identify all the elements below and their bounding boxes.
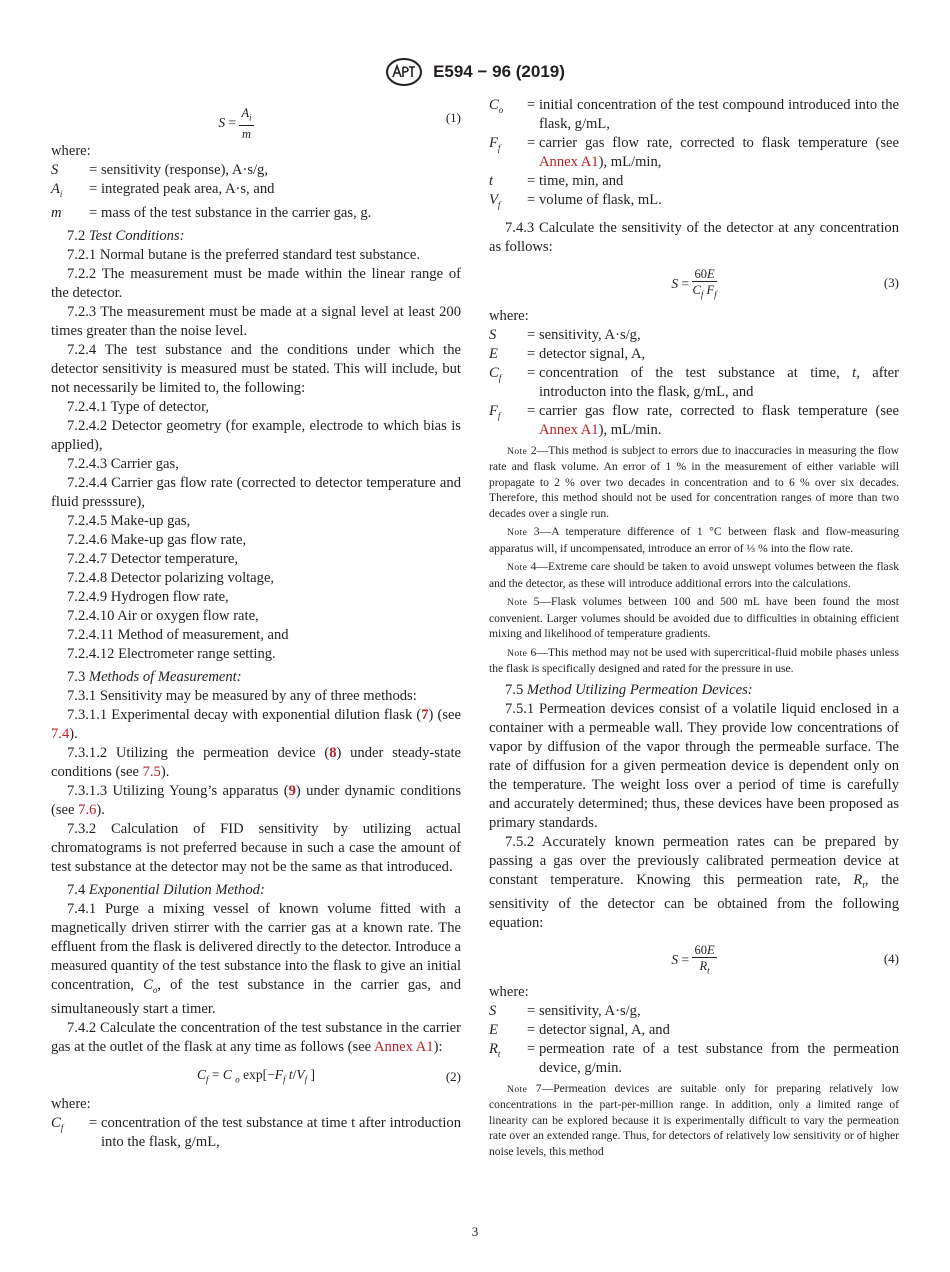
section-7-5-heading: 7.5 Method Utilizing Permeation Devices: <box>505 681 753 698</box>
para-7-3-1-2: 7.3.1.2 Utilizing the permeation device (8) under steady-state conditions (see 7.5). <box>51 744 462 780</box>
where-label: where: <box>489 983 529 1000</box>
para-7-2-1: 7.2.1 Normal butane is the preferred standard test substance. <box>67 246 420 263</box>
section-7-4-heading: 7.4 Exponential Dilution Method: <box>67 881 265 898</box>
page-number: 3 <box>471 1224 479 1239</box>
section-7-2-heading: 7.2 Test Conditions: <box>67 227 185 244</box>
list-item: 7.2.4.8 Detector polarizing voltage, <box>67 569 275 586</box>
para-7-4-1: 7.4.1 Purge a mixing vessel of known volume fitted with a magnetically driven stirrer with the carrier gas at a known rate. The effluent from the flask is delivered directly to the detector. Introduce a measured quantity of the test substance into the flask to give an initial concentration, $C_o$, of the test substance in the carrier gas, and simultaneously start a timer. <box>51 900 461 1017</box>
note-5: Note 5—Flask volumes between 100 and 500 mL have been found the most convenient. Larger volumes should be avoided due to difficulties in obtaining efficient mixing and likelihood of temperature gradients. <box>489 595 899 641</box>
list-item: 7.2.4.3 Carrier gas, <box>67 455 179 472</box>
list-item: 7.2.4.2 Detector geometry (for example, electrode to which bias is applied), <box>51 417 461 453</box>
para-7-2-3: 7.2.3 The measurement must be made at a signal level at least 200 times greater than the noise level. <box>51 303 461 339</box>
equation-1: S = $\frac{A_i}{m}$ (1) <box>218 106 461 141</box>
para-7-2-4: 7.2.4 The test substance and the conditions under which the detector sensitivity is measured must be stated. This will include, but not necessarily be limited to, the following: <box>51 341 461 396</box>
note-6: Note 6—This method may not be used with supercritical-fluid mobile phases unless the flask is specifically designed and rated for the pressure in use. <box>489 645 899 676</box>
list-item: 7.2.4.5 Make-up gas, <box>67 512 191 529</box>
link-annex-a1[interactable]: Annex A1 <box>539 154 599 170</box>
ref-8[interactable]: 8 <box>329 744 337 761</box>
list-item: 7.2.4.1 Type of detector, <box>67 398 209 415</box>
note-3: Note 3—A temperature difference of 1 °C between flask and flow-measuring apparatus will, if uncompensated, introduce an error of ⅓ % into the flow rate. <box>489 525 899 555</box>
para-7-3-1: 7.3.1 Sensitivity may be measured by any of three methods: <box>67 687 417 704</box>
where-label: where: <box>51 1095 91 1112</box>
link-7-4[interactable]: 7.4 <box>51 725 70 742</box>
para-7-4-2: 7.4.2 Calculate the concentration of the test substance in the carrier gas at the outlet of the flask at any time as follows (see Annex A1): <box>51 1019 461 1055</box>
link-annex-a1[interactable]: Annex A1 <box>374 1038 434 1055</box>
para-7-3-1-3: 7.3.1.3 Utilizing Young’s apparatus (9) under dynamic conditions (see 7.6). <box>51 782 462 818</box>
section-7-3-heading: 7.3 Methods of Measurement: <box>67 668 242 685</box>
where-label: where: <box>489 307 529 324</box>
note-4: Note 4—Extreme care should be taken to avoid unswept volumes between the flask and the detector, as these will introduce additional errors into the calculations. <box>489 560 899 590</box>
definitions-2: $C_f$ = concentration of the test substance at time t after introduction into the flask, g/mL, <box>51 1114 461 1150</box>
equation-3: S = $\frac{60E}{C_f F_f}$ (3) <box>671 266 899 300</box>
list-item: 7.2.4.10 Air or oxygen flow rate, <box>67 607 259 624</box>
link-annex-a1[interactable]: Annex A1 <box>539 421 599 438</box>
list-item: 7.2.4.7 Detector temperature, <box>67 550 238 567</box>
left-column <box>51 96 461 1152</box>
note-2: Note 2—This method is subject to errors due to inaccuracies in measuring the flow rate and flask volume. An error of 1 % in the measurement of either variable will propagate to 2 % over two decades in concentration and to 6 % over six decades. Therefore, this method should not be used for concentration ranges of more than two decades over a single run. <box>489 443 899 520</box>
para-7-4-3: 7.4.3 Calculate the sensitivity of the detector at any concentration as follows: <box>489 219 899 255</box>
para-7-3-1-1: 7.3.1.1 Experimental decay with exponential dilution flask (7) (see 7.4). <box>51 706 461 742</box>
link-7-6[interactable]: 7.6 <box>78 801 97 818</box>
where-label: where: <box>51 143 91 159</box>
definitions-top: $C_o$ = initial concentration of the test compound introduced into the flask, g/mL, $F_f$ = carrier gas flow rate, corrected to flask temperature (see Annex A1), mL/min, t = time, min, and $V_f$ = volume of flask, mL. <box>489 97 899 210</box>
list-item: 7.2.4.12 Electrometer range setting. <box>67 645 276 662</box>
definitions-4: S = sensitivity, A·s/g, E = detector signal, A, and $R_t$ = permeation rate of a test substance from the permeation device, g/min. <box>489 1002 899 1076</box>
para-7-5-2: 7.5.2 Accurately known permeation rates can be prepared by passing a gas over the previously calibrated permeation device at constant temperature. Knowing this permeation rate, $R_t$, the sensitivity of the detector can be obtained from the following equation: <box>489 833 899 931</box>
equation-4: S = $\frac{60E}{R_t}$ (4) <box>671 942 899 976</box>
ref-9[interactable]: 9 <box>288 782 296 799</box>
list-item: 7.2.4.11 Method of measurement, and <box>67 626 289 643</box>
definitions-1: S = sensitivity (response), A·s/g, $A_i$ = integrated peak area, A·s, and m = mass of the test substance in the carrier gas, g. <box>51 162 372 221</box>
para-7-3-2: 7.3.2 Calculation of FID sensitivity by utilizing actual chromatograms is not preferred because in such a case the amount of test substance at the detector may not be the same as that introduced. <box>51 820 461 875</box>
list-item: 7.2.4.9 Hydrogen flow rate, <box>67 588 229 605</box>
para-7-2-2: 7.2.2 The measurement must be made within the linear range of the detector. <box>51 265 461 301</box>
list-item: 7.2.4.6 Make-up gas flow rate, <box>67 531 247 548</box>
note-7: Note 7—Permeation devices are suitable only for preparing relatively low concentrations in the part-per-million range. In addition, only a limited range of linearity can be explored because it is experimentally difficult to vary the permeation rate over an extended range. Thus, for detectors of relatively low sensitivity or of higher noise levels, this method <box>489 1081 899 1158</box>
designation: E594 − 96 (2019) <box>433 62 565 81</box>
page-header <box>0 57 950 87</box>
ref-7[interactable]: 7 <box>421 706 429 723</box>
link-7-5[interactable]: 7.5 <box>142 763 161 780</box>
astm-logo-icon <box>385 57 423 87</box>
definitions-3: S = sensitivity, A·s/g, E = detector signal, A, $C_f$ = concentration of the test substance at time, t, after introducton into the flask, g/mL, and $F_f$ = carrier gas flow rate, corrected to flask temperature (see Annex A1), mL/min. <box>489 326 899 438</box>
equation-2: $C_f = C$ $_o$ $\exp[-F_f$ $t/V_f$ ] (2) <box>196 1066 461 1085</box>
right-column <box>489 96 899 1159</box>
para-7-5-1: 7.5.1 Permeation devices consist of a volatile liquid enclosed in a container with a permeable wall. They provide low concentrations of vapor by diffusion of the vapor through the permeable surface. The rate of diffusion for a given permeation device is dependent only on the temperature. The weight loss over a period of time is carefully and accurately determined; thus, these devices have been proposed as primary standards. <box>489 700 899 831</box>
list-item: 7.2.4.4 Carrier gas flow rate (corrected to detector temperature and fluid presssure), <box>51 474 461 510</box>
